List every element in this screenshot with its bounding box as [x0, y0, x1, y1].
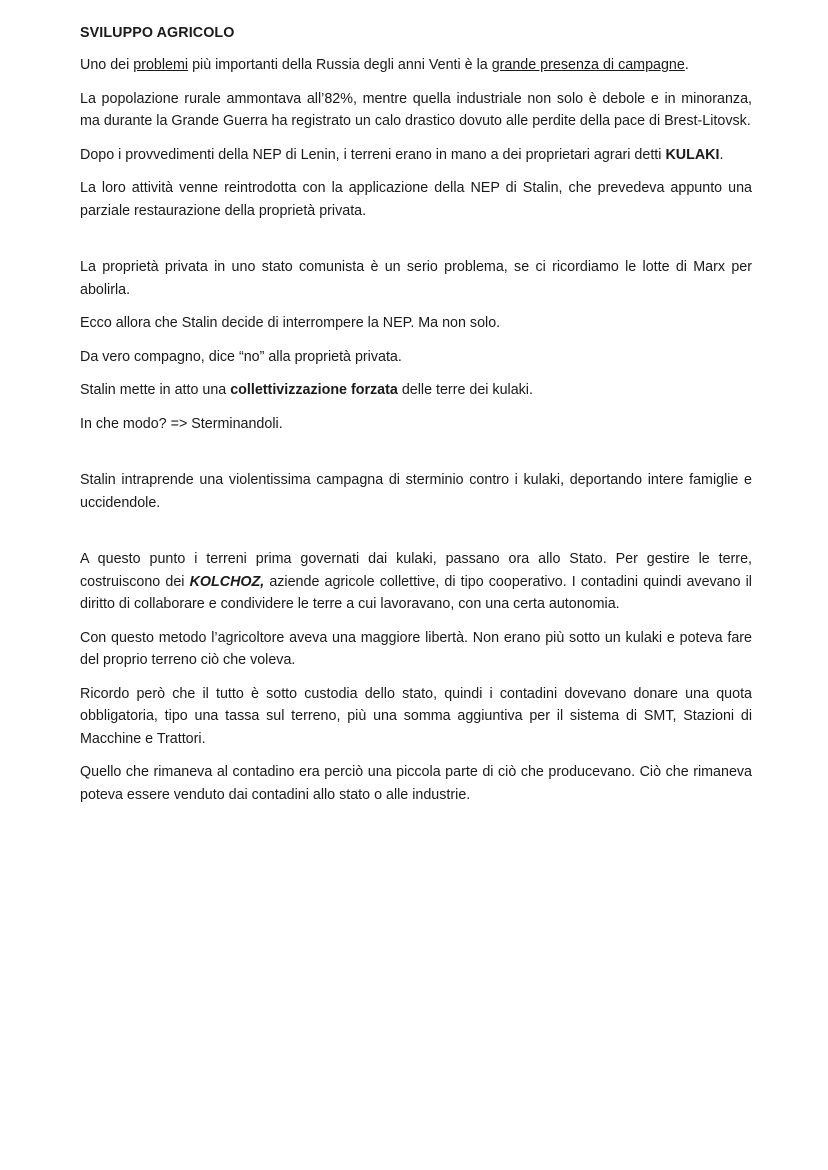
text-run: più importanti della Russia degli anni Venti è la	[188, 57, 492, 73]
bold-kulaki: KULAKI	[665, 146, 720, 163]
underlined-problemi: problemi	[133, 57, 189, 73]
paragraph-private-property: La proprietà privata in uno stato comunista è un serio problema, se ci ricordiamo le lotte di Marx per abolirla.	[80, 259, 752, 298]
paragraph-interrupt-nep: Ecco allora che Stalin decide di interrompere la NEP. Ma non solo.	[80, 315, 501, 331]
text-run: Stalin mette in atto una	[80, 382, 231, 398]
paragraph-compagno: Da vero compagno, dice “no” alla proprietà privata.	[80, 348, 402, 365]
text-run: delle terre dei kulaki.	[397, 382, 533, 398]
paragraph-freedom: Con questo metodo l’agricoltore aveva una maggiore libertà. Non erano più sotto un kulaki e poteva fare del proprio terreno ciò che voleva.	[80, 629, 752, 668]
paragraph-state-custody: Ricordo però che il tutto è sotto custodia dello stato, quindi i contadini dovevano donare una quota obbligatoria, tipo una tassa sul terreno, più una somma aggiuntiva per il sistema di SMT, Stazioni di Macchine e Trattori.	[80, 685, 752, 747]
paragraph-nep-stalin: La loro attività venne reintrodotta con la applicazione della NEP di Stalin, che prevedeva appunto una parziale restaurazione della proprietà privata.	[80, 180, 752, 219]
text-run: Uno dei	[80, 57, 134, 73]
bold-collettivizzazione: collettivizzazione forzata	[230, 382, 398, 398]
document-title: SVILUPPO AGRICOLO	[80, 25, 235, 41]
text-run: .	[684, 57, 689, 73]
paragraph-collectivization	[80, 379, 752, 402]
paragraph-kolchoz	[80, 548, 752, 616]
text-run: A questo punto i terreni prima governati dai kulaki, passano ora allo Stato. Per gestire le terre, costruiscono dei	[80, 551, 752, 590]
text-run: Dopo i provvedimenti della NEP di Lenin, i terreni erano in mano a dei proprietari agrari detti	[80, 146, 666, 163]
document-page	[80, 22, 752, 817]
bold-italic-kolchoz: KOLCHOZ,	[189, 573, 265, 590]
text-run: .	[719, 146, 724, 163]
paragraph-rural-population: La popolazione rurale ammontava all’82%, mentre quella industriale non solo è debole e in minoranza, ma durante la Grande Guerra ha registrato un calo drastico dovuto alle perdite della pace di Brest-Litovsk.	[80, 90, 752, 129]
text-run: aziende agricole collettive, di tipo cooperativo. I contadini quindi avevano il diritto di collaborare e condividere le terre a cui lavoravano, con una certa autonomia.	[80, 573, 752, 612]
paragraph-remaining: Quello che rimaneva al contadino era perciò una piccola parte di ciò che producevano. Ciò che rimaneva poteva essere venduto dai contadini allo stato o alle industrie.	[80, 764, 752, 803]
paragraph-how: In che modo? => Sterminandoli.	[80, 415, 283, 432]
underlined-campagne: grande presenza di campagne	[491, 57, 685, 73]
paragraph-extermination: Stalin intraprende una violentissima campagna di sterminio contro i kulaki, deportando intere famiglie e uccidendole.	[80, 472, 752, 511]
paragraph-kulaki	[80, 144, 752, 167]
paragraph-russia-problem	[80, 54, 752, 77]
